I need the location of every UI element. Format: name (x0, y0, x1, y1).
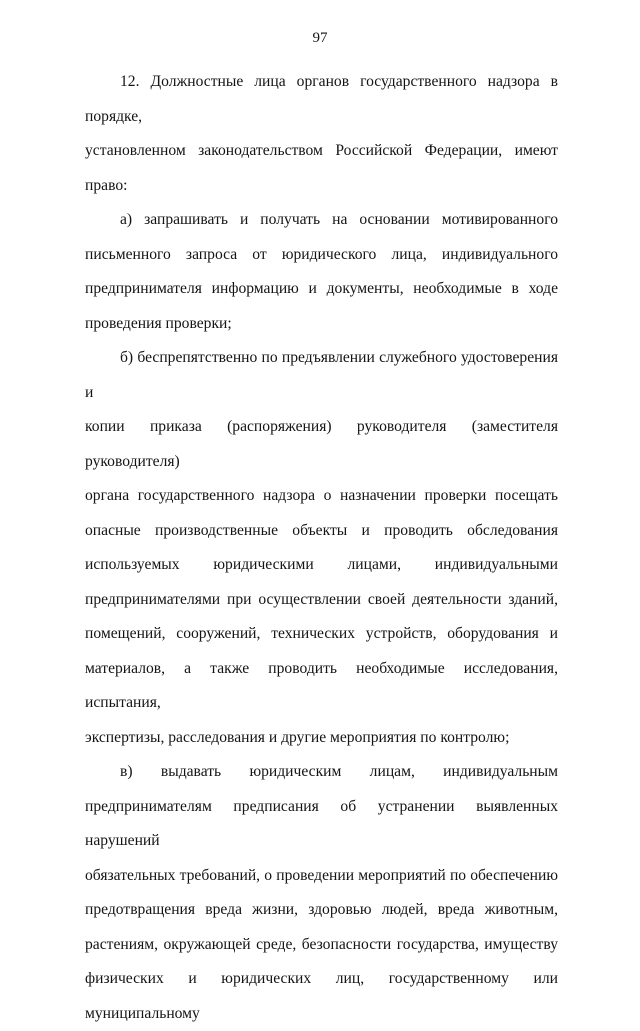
text-line: используемых юридическими лицами, индивидуальными (85, 556, 558, 573)
text-line: в) выдавать юридическим лицам, индивидуальным (120, 763, 558, 780)
text-line: копии приказа (распоряжения) руководителя (заместителя руководителя) (85, 418, 558, 470)
text-line: установленном законодательством Российской Федерации, имеют право: (85, 142, 558, 194)
text-line: 12. Должностные лица органов государственного надзора в порядке, (85, 73, 558, 125)
text-line: материалов, а также проводить необходимые исследования, испытания, (85, 659, 558, 711)
document-body (85, 65, 558, 1031)
paragraph-b (85, 341, 558, 755)
text-line: растениям, окружающей среде, безопасности государства, имуществу (85, 935, 558, 953)
text-line: органа государственного надзора о назначении проверки посещать (85, 487, 558, 504)
paragraph-a (85, 203, 558, 341)
text-line: помещений, сооружений, технических устройств, оборудования и (85, 625, 558, 642)
page-number: 97 (312, 30, 328, 46)
text-line: опасные производственные объекты и проводить обследования (85, 521, 558, 539)
text-line: б) беспрепятственно по предъявлении служебного удостоверения и (85, 349, 558, 401)
text-line: предпринимателя информацию и документы, необходимые в ходе (85, 280, 558, 297)
text-line: письменного запроса от юридического лица, индивидуального (85, 245, 558, 263)
text-line: физических и юридических лиц, государственному или муниципальному (85, 970, 558, 1022)
text-line: предпринимателям предписания об устранении выявленных нарушений (85, 797, 558, 849)
text-line: предпринимателями при осуществлении своей деятельности зданий, (85, 590, 558, 608)
text-line: предотвращения вреда жизни, здоровью людей, вреда животным, (85, 901, 558, 918)
paragraph-12 (85, 65, 558, 203)
paragraph-v (85, 755, 558, 1031)
text-line: проведения проверки; (85, 314, 232, 332)
text-line: экспертизы, расследования и другие мероприятия по контролю; (85, 728, 510, 746)
text-line: а) запрашивать и получать на основании мотивированного (120, 211, 558, 228)
text-line: обязательных требований, о проведении мероприятий по обеспечению (85, 866, 558, 884)
